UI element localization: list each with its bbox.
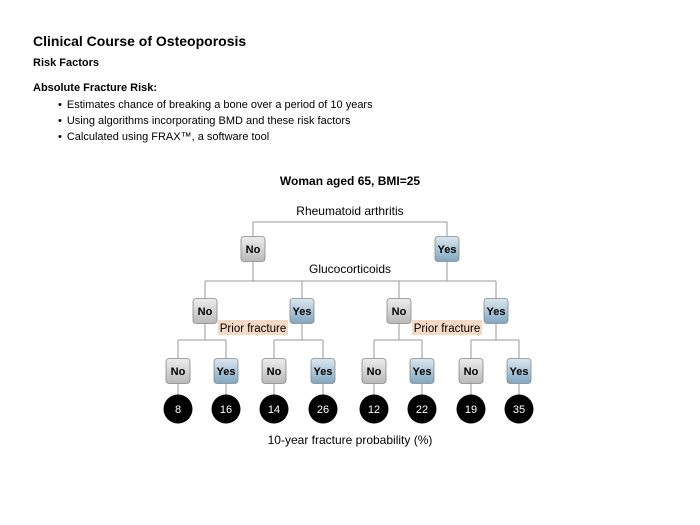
outcome-value: 16	[219, 404, 233, 416]
probability-caption: 10-year fracture probability (%)	[267, 433, 433, 447]
outcome-circle	[408, 395, 437, 424]
outcome-circle	[212, 395, 241, 424]
prior-fracture-yes-box	[507, 359, 531, 384]
prior-fracture-yes-box	[311, 359, 335, 384]
glucocorticoids-yes-box	[484, 299, 508, 324]
outcome-circle	[164, 395, 193, 424]
glucocorticoids-no-box	[387, 299, 411, 324]
prior-fracture-label-left: Prior fracture	[219, 323, 287, 335]
outcome-value: 26	[316, 404, 330, 416]
prior-fracture-yes-box	[214, 359, 238, 384]
glucocorticoids-no-box	[193, 299, 217, 324]
no-label: No	[391, 306, 407, 318]
prior-fracture-no-box	[459, 359, 483, 384]
outcome-circle	[260, 395, 289, 424]
yes-label: Yes	[313, 366, 333, 378]
no-label: No	[245, 244, 261, 256]
ra-no-box	[241, 237, 265, 262]
outcome-value: 8	[174, 404, 182, 416]
outcome-value: 19	[464, 404, 478, 416]
slide-subtitle: Risk Factors	[33, 57, 100, 69]
prior-fracture-no-box	[262, 359, 286, 384]
glucocorticoids-label: Glucocorticoids	[308, 262, 392, 276]
section-heading: Absolute Fracture Risk:	[33, 82, 158, 94]
prior-fracture-yes-box	[410, 359, 434, 384]
glucocorticoids-yes-box	[290, 299, 314, 324]
yes-label: Yes	[412, 366, 432, 378]
prior-fracture-label-right: Prior fracture	[413, 323, 481, 335]
no-label: No	[366, 366, 382, 378]
no-label: No	[463, 366, 479, 378]
outcome-value: 12	[367, 404, 381, 416]
prior-fracture-no-box	[362, 359, 386, 384]
outcome-circle	[309, 395, 338, 424]
yes-label: Yes	[437, 244, 457, 256]
outcome-circle	[360, 395, 389, 424]
diagram-title: Woman aged 65, BMI=25	[279, 174, 421, 188]
yes-label: Yes	[486, 306, 506, 318]
prior-fracture-no-box	[166, 359, 190, 384]
outcome-circle	[457, 395, 486, 424]
outcome-circle	[505, 395, 534, 424]
outcome-value: 14	[267, 404, 281, 416]
no-label: No	[266, 366, 282, 378]
bullet-item: • Estimates chance of breaking a bone over a period of 10 years	[58, 97, 373, 113]
yes-label: Yes	[216, 366, 236, 378]
bullet-item: • Using algorithms incorporating BMD and these risk factors	[58, 113, 373, 129]
no-label: No	[197, 306, 213, 318]
outcome-value: 35	[512, 404, 526, 416]
yes-label: Yes	[292, 306, 312, 318]
bullet-item: • Calculated using FRAX™, a software tool	[58, 129, 373, 145]
slide-title: Clinical Course of Osteoporosis	[33, 33, 247, 49]
outcome-value: 22	[415, 404, 429, 416]
ra-yes-box	[435, 237, 459, 262]
rheumatoid-arthritis-label: Rheumatoid arthritis	[296, 204, 404, 218]
yes-label: Yes	[509, 366, 529, 378]
no-label: No	[170, 366, 186, 378]
